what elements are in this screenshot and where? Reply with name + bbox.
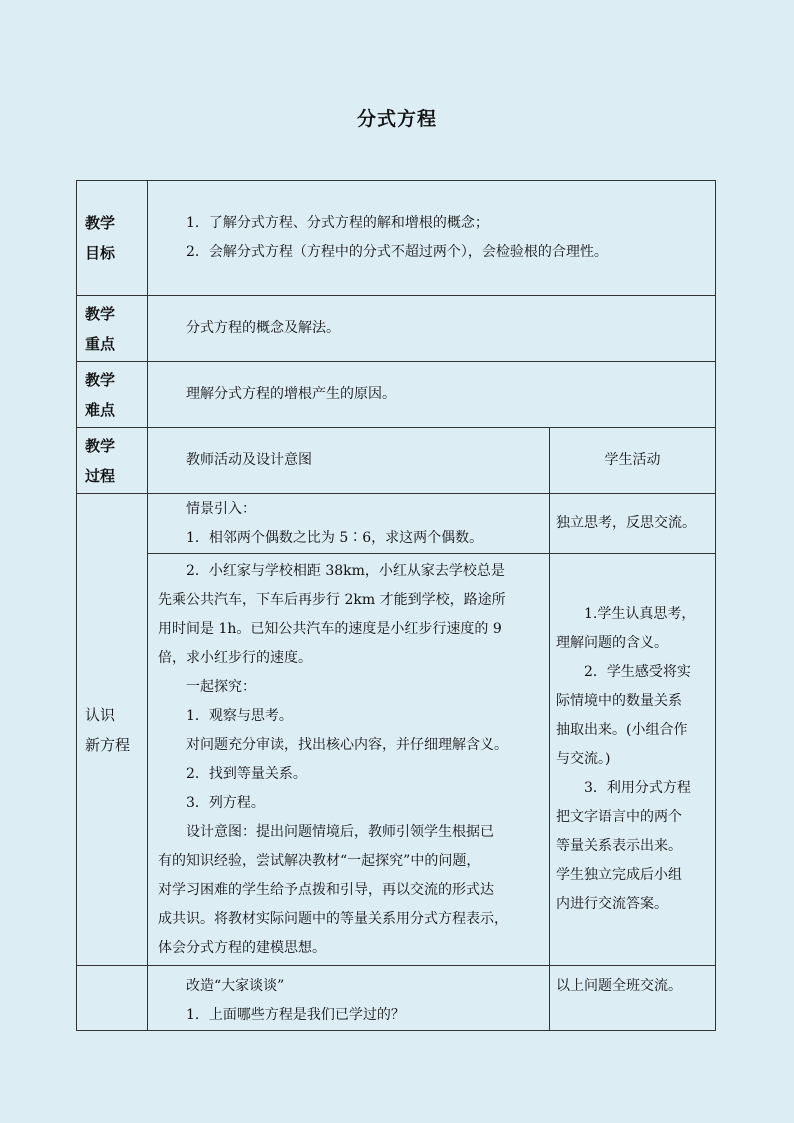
focus-label-line2: 重点 xyxy=(85,334,116,353)
student-header: 学生活动 xyxy=(604,452,661,468)
row-explore xyxy=(77,554,716,966)
teacher-line: 对问题充分审读，找出核心内容，并仔细理解含义。 xyxy=(186,736,508,753)
section1-label-line2: 新方程 xyxy=(85,735,131,754)
section1-label xyxy=(77,494,148,966)
intro-item: 1．相邻两个偶数之比为 5∶6，求这两个偶数。 xyxy=(186,529,484,546)
student-line: 理解问题的含义。 xyxy=(556,635,668,651)
student-header-cell xyxy=(550,428,716,494)
focus-content xyxy=(148,296,716,362)
teacher-line: 一起探究： xyxy=(186,678,256,695)
difficulty-label-line1: 教学 xyxy=(85,370,116,389)
row-focus xyxy=(77,296,716,362)
goal-item: 1．了解分式方程、分式方程的解和增根的概念； xyxy=(186,215,489,231)
student-line: 学生独立完成后小组 xyxy=(556,867,682,883)
explore-teacher-cell xyxy=(148,554,550,966)
teacher-line: 3．列方程。 xyxy=(186,794,265,811)
explore-student-cell xyxy=(550,554,716,966)
teacher-line: 倍，求小红步行的速度。 xyxy=(158,649,312,666)
row-intro xyxy=(77,494,716,554)
intro-student-text: 独立思考，反思交流。 xyxy=(556,515,696,531)
student-line: 际情境中的数量关系 xyxy=(556,693,682,709)
intro-teacher-cell xyxy=(148,494,550,554)
discuss-line: 1．上面哪些方程是我们已学过的？ xyxy=(186,1007,405,1023)
student-line: 1.学生认真思考， xyxy=(584,606,696,622)
student-line: 等量关系表示出来。 xyxy=(556,838,682,854)
difficulty-label xyxy=(77,362,148,428)
teacher-line: 1．观察与思考。 xyxy=(186,707,293,724)
intro-title: 情景引入： xyxy=(186,500,256,517)
section2-label xyxy=(77,966,148,1031)
goal-item: 2．会解分式方程（方程中的分式不超过两个），会检验根的合理性。 xyxy=(186,244,608,260)
difficulty-content xyxy=(148,362,716,428)
teacher-line: 对学习困难的学生给予点拨和引导，再以交流的形式达 xyxy=(158,881,494,898)
process-label xyxy=(77,428,148,494)
process-label-line1: 教学 xyxy=(85,436,116,455)
discuss-student-cell xyxy=(550,966,716,1031)
teacher-line: 2．找到等量关系。 xyxy=(186,765,307,782)
student-line: 内进行交流答案。 xyxy=(556,896,668,912)
teacher-line: 用时间是 1h。已知公共汽车的速度是小红步行速度的 9 xyxy=(158,620,502,637)
difficulty-label-line2: 难点 xyxy=(85,400,116,419)
intro-student-cell xyxy=(550,494,716,554)
teacher-line: 设计意图：提出问题情境后，教师引领学生根据已 xyxy=(186,823,494,840)
discuss-teacher-cell xyxy=(148,966,550,1031)
goal-label-line2: 目标 xyxy=(85,244,116,262)
difficulty-text: 理解分式方程的增根产生的原因。 xyxy=(186,386,396,402)
discuss-line: 改造“大家谈谈” xyxy=(186,978,285,994)
teacher-header: 教师活动及设计意图 xyxy=(186,452,312,468)
lesson-plan-table xyxy=(76,180,716,1031)
goal-label-line1: 教学 xyxy=(85,214,116,232)
row-process-header xyxy=(77,428,716,494)
teacher-header-cell xyxy=(148,428,550,494)
student-line: 3．利用分式方程 xyxy=(584,780,691,796)
student-line: 抽取出来。(小组合作 xyxy=(556,722,688,738)
process-label-line2: 过程 xyxy=(85,466,116,485)
student-line: 与交流。) xyxy=(556,751,611,767)
focus-label xyxy=(77,296,148,362)
student-line: 2．学生感受将实 xyxy=(584,664,691,680)
focus-label-line1: 教学 xyxy=(85,304,116,323)
row-goal xyxy=(77,181,716,296)
goal-label xyxy=(77,181,148,296)
discuss-student-text: 以上问题全班交流。 xyxy=(556,978,682,994)
student-line: 把文字语言中的两个 xyxy=(556,809,682,825)
page-title: 分式方程 xyxy=(356,108,437,130)
focus-text: 分式方程的概念及解法。 xyxy=(186,320,340,336)
teacher-line: 体会分式方程的建模思想。 xyxy=(158,939,326,956)
teacher-line: 先乘公共汽车，下车后再步行 2km 才能到学校，路途所 xyxy=(158,591,506,608)
row-difficulty xyxy=(77,362,716,428)
teacher-line: 2．小红家与学校相距 38km，小红从家去学校总是 xyxy=(186,562,505,579)
row-discuss xyxy=(77,966,716,1031)
teacher-line: 有的知识经验，尝试解决教材“一起探究”中的问题， xyxy=(158,852,481,869)
goal-content xyxy=(148,181,716,296)
teacher-line: 成共识。将教材实际问题中的等量关系用分式方程表示， xyxy=(158,910,508,927)
section1-label-line1: 认识 xyxy=(85,705,116,724)
